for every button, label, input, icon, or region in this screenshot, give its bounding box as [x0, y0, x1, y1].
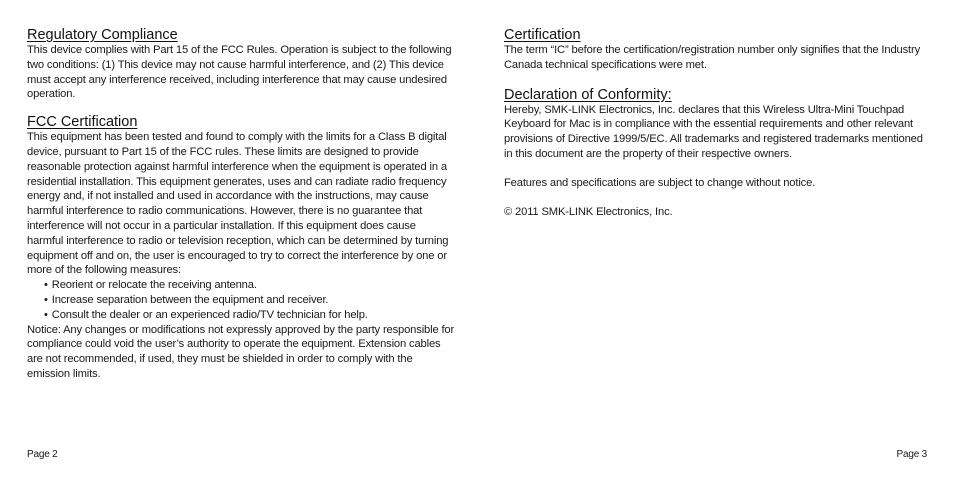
features-notice-text: Features and specifications are subject to change without notice. [504, 176, 816, 189]
right-page-column [504, 27, 929, 219]
regulatory-compliance-text: This device complies with Part 15 of the FCC Rules. Operation is subject to the following two conditions: (1) This device may not cause harmful interference, and (2) This device must accept any interference received, including interference that may cause undesired operation. [27, 44, 452, 101]
copyright-text: © 2011 SMK-LINK Electronics, Inc. [504, 205, 673, 218]
certification-heading: Certification [504, 27, 581, 43]
fcc-certification-text: This equipment has been tested and found to comply with the limits for a Class B digital device, pursuant to Part 15 of the FCC rules. These limits are designed to provide reasonable protection against harmful interference when the equipment is operated in a residential installation. This equipment generates, uses and can radiate radio frequency energy and, if not installed and used in accordance with the instructions, may cause harmful interference to radio communications. However, there is no guarantee that interference will not occur in a particular installation. If this equipment does cause harmful interference to radio or television reception, which can be determined by turning equipment off and on, the user is encouraged to try to correct the interference by one or more of the following measures: [27, 131, 449, 277]
page-number-right: Page 3 [896, 449, 927, 460]
fcc-measures-list [27, 278, 455, 322]
page-number-left: Page 2 [27, 449, 58, 460]
certification-section [504, 27, 929, 73]
list-item: • Consult the dealer or an experienced radio/TV technician for help. [27, 308, 455, 323]
certification-text: The term “IC” before the certification/registration number only signifies that the Industry Canada technical specifications were met. [504, 44, 921, 71]
declaration-of-conformity-section [504, 87, 929, 162]
regulatory-compliance-section [27, 27, 455, 102]
left-page-column [27, 27, 455, 382]
declaration-heading: Declaration of Conformity: [504, 86, 672, 103]
list-item: • Reorient or relocate the receiving antenna. [27, 278, 455, 293]
list-item: • Increase separation between the equipment and receiver. [27, 293, 455, 308]
fcc-notice-text: Notice: Any changes or modifications not expressly approved by the party responsible for compliance could void the user’s authority to operate the equipment. Extension cables are not recommended, if used, they must be shielded in order to comply with the emission limits. [27, 323, 455, 380]
fcc-certification-heading: FCC Certification [27, 114, 138, 131]
fcc-certification-section [27, 114, 455, 382]
regulatory-compliance-heading: Regulatory Compliance [27, 27, 178, 43]
declaration-text: Hereby, SMK-LINK Electronics, Inc. declares that this Wireless Ultra-Mini Touchpad Keyboard for Mac is in compliance with the essential requirements and other relevant provisions of Directive 1999/5/EC. All trademarks and registered trademarks mentioned in this document are the property of their respective owners. [504, 103, 923, 160]
